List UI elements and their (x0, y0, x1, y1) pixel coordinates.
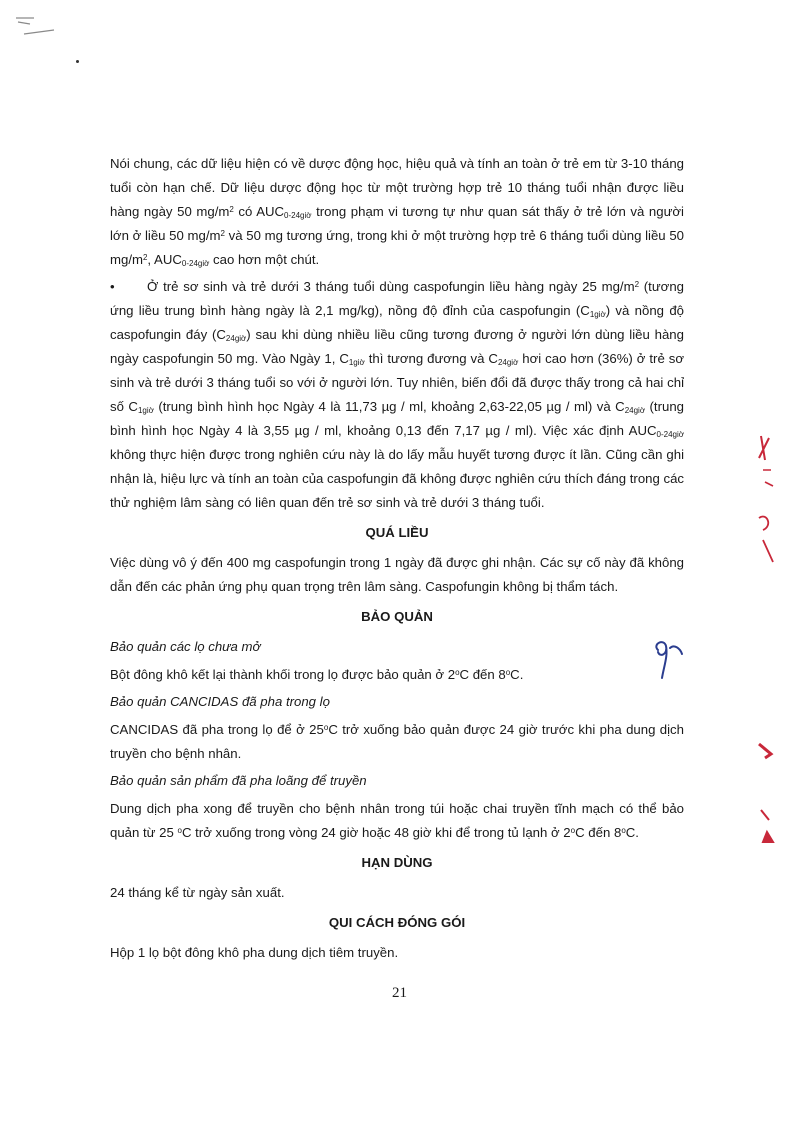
text-run: không thực hiện được trong nghiên cứu này là do lấy mẫu huyết tương được ít lần. Cũng cần ghi nhận là, hiệu lực và tính an toàn của caspofungin đã không được nghiên cứu thích đáng trong các thử nghiệm lâm sàng có liên quan đến trẻ sơ sinh và trẻ dưới 3 tháng tuổi. (110, 447, 685, 510)
text-run: (trung bình hình học Ngày 4 là 11,73 µg / ml, khoảng 2,63-22,05 µg / ml) và C (153, 399, 625, 414)
subscript: 0-24giờ (181, 259, 210, 268)
text-run: CANCIDAS đã pha trong lọ để ở 25 (110, 722, 324, 737)
text-run: ) sau khi dùng nhiều liều cũng tương đương ở người lớn dùng liều hàng ngày caspofungin 50 mg. Vào Ngày 1, C (110, 327, 684, 366)
stamp-fragment (751, 736, 781, 856)
text-run: có AUC (233, 204, 285, 219)
superscript: o (621, 826, 626, 835)
text-run: Bột đông khô kết lại thành khối trong lọ được bảo quản ở 2 (110, 667, 456, 682)
storage-unopened-text (110, 663, 684, 687)
scan-artifact-mark (14, 12, 64, 42)
superscript: 2 (142, 253, 148, 262)
subscript: 0-24giờ (656, 430, 684, 439)
subscript: 1giờ (589, 310, 606, 319)
subscript: 24giờ (225, 334, 247, 343)
text-run: C đến 8 (575, 825, 622, 840)
storage-diluted-subheading: Bảo quản sản phẩm đã pha loãng để truyền (110, 773, 367, 788)
pediatric-paragraph (110, 152, 684, 272)
text-run: và 50 mg tương ứng, trong khi ở một trường hợp trẻ 6 tháng tuổi dùng liều 50 mg/m (110, 228, 684, 267)
text-run: C. (625, 825, 639, 840)
subscript: 1giờ (137, 406, 154, 415)
document-body (110, 152, 684, 968)
storage-reconstituted-subheading: Bảo quản CANCIDAS đã pha trong lọ (110, 694, 330, 709)
overdose-text: Việc dùng vô ý đến 400 mg caspofungin trong 1 ngày đã được ghi nhận. Các sự cố này đã không dẫn đến các phản ứng phụ quan trọng trên lâm sàng. Caspofungin không bị thẩm tách. (110, 555, 684, 594)
storage-reconstituted-text (110, 718, 684, 766)
text-run: (trung bình hình học Ngày 4 là 3,55 µg / ml, khoảng 0,13 đến 7,17 µg / ml). Việc xác định AUC (110, 399, 684, 438)
text-run: C đến 8 (459, 667, 506, 682)
text-run: hơi cao hơn (36%) ở trẻ sơ sinh và trẻ dưới 3 tháng tuổi so với ở người lớn. Tuy nhiên, biến đổi đã được thấy trong cả hai chỉ số C (110, 351, 684, 414)
subscript: 24giờ (624, 406, 646, 415)
superscript: 2 (220, 229, 225, 238)
subscript: 1giờ (348, 358, 365, 367)
shelf-life-heading: HẠN DÙNG (361, 855, 433, 870)
superscript: 2 (634, 280, 640, 289)
overdose-heading: QUÁ LIỀU (365, 525, 429, 540)
subscript: 24giờ (497, 358, 519, 367)
subscript: 0-24giờ (284, 211, 312, 220)
text-run: Ở trẻ sơ sinh và trẻ dưới 3 tháng tuổi dùng caspofungin liều hàng ngày 25 mg/m (147, 279, 635, 294)
text-run: thì tương đương và C (364, 351, 498, 366)
bullet-icon: • (110, 279, 115, 294)
storage-heading: BẢO QUẢN (361, 609, 433, 624)
text-run: C trở xuống bảo quản được 24 giờ trước khi pha dung dịch truyền cho bệnh nhân. (110, 722, 684, 761)
text-run: trong phạm vi tương tự như quan sát thấy ở trẻ lớn và người lớn ở liều 50 mg/m (110, 204, 684, 243)
superscript: o (570, 826, 576, 835)
packaging-heading: QUI CÁCH ĐÓNG GÓI (328, 915, 466, 930)
superscript: o (177, 826, 182, 835)
text-run: (tương ứng liều trung bình hàng ngày là 2,1 mg/kg), nồng độ đỉnh của caspofungin (C (110, 279, 684, 318)
text-run: ) và nồng độ caspofungin đáy (C (110, 303, 684, 342)
text-run: , AUC (147, 252, 182, 267)
superscript: o (505, 668, 511, 677)
scan-dot (76, 60, 79, 63)
text-run: C trở xuống trong vòng 24 giờ hoặc 48 giờ khi để trong tủ lạnh ở 2 (181, 825, 571, 840)
superscript: o (323, 723, 329, 732)
packaging-text: Hộp 1 lọ bột đông khô pha dung dịch tiêm truyền. (110, 945, 399, 960)
storage-unopened-subheading: Bảo quản các lọ chưa mở (110, 639, 261, 654)
text-run: cao hơn một chút. (209, 252, 320, 267)
superscript: 2 (229, 205, 234, 214)
storage-diluted-text (110, 797, 684, 845)
neonate-bullet-paragraph (110, 275, 684, 515)
text-run: Nói chung, các dữ liệu hiện có về dược động học, hiệu quả và tính an toàn ở trẻ em từ 3-10 tháng tuổi còn hạn chế. Dữ liệu dược động học từ một trường hợp trẻ 10 tháng tuổi nhận được liều hàng ngày 50 mg/m (110, 156, 684, 219)
superscript: o (455, 668, 460, 677)
text-run: C. (510, 667, 524, 682)
handwritten-initial (648, 636, 688, 684)
page-number: 21 (392, 985, 407, 1001)
shelf-life-text: 24 tháng kể từ ngày sản xuất. (110, 885, 285, 900)
text-run: Dung dịch pha xong để truyền cho bệnh nhân trong túi hoặc chai truyền tĩnh mạch có thể bảo quản từ 25 (110, 801, 684, 840)
stamp-fragment (751, 430, 781, 580)
